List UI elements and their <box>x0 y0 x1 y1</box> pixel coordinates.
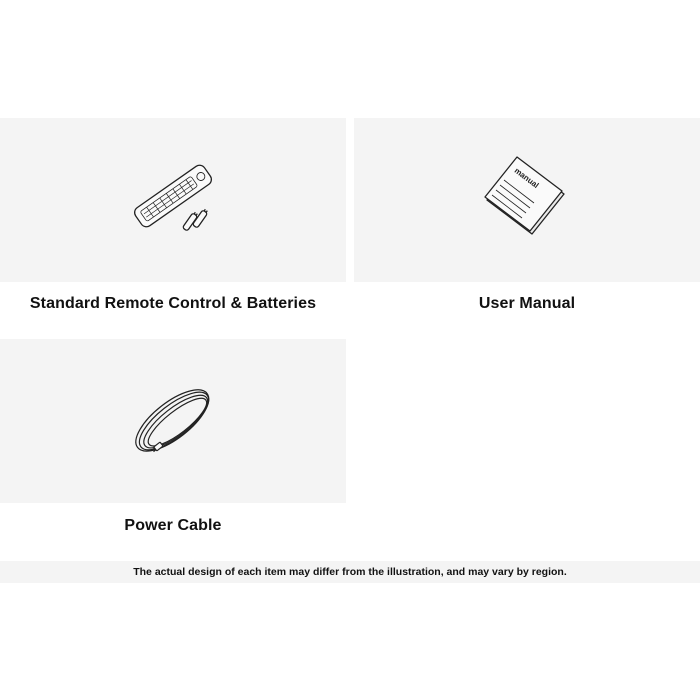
item-label-remote: Standard Remote Control & Batteries <box>29 295 317 312</box>
remote-control-icon <box>0 118 346 282</box>
item-panel-remote <box>0 118 346 282</box>
item-label-power-cable: Power Cable <box>124 517 222 534</box>
item-panel-power-cable <box>0 339 346 503</box>
manual-cover-text: manual <box>512 165 541 191</box>
power-cable-icon <box>0 339 346 503</box>
item-panel-manual <box>354 118 700 282</box>
item-label-manual: User Manual <box>478 295 576 312</box>
manual-icon <box>354 118 700 282</box>
disclaimer-note: The actual design of each item may differ from the illustration, and may vary by region. <box>0 561 700 583</box>
